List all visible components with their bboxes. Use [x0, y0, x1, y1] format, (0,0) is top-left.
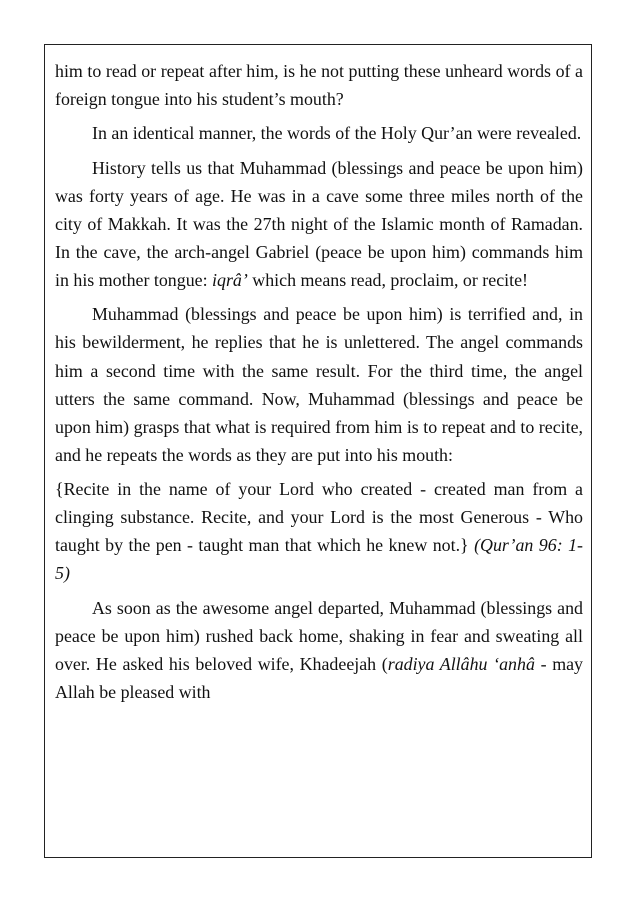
quran-verse-reference: (Qur’an 96: 1-5) — [55, 535, 583, 584]
paragraph-6-transliteration: radiya Allâhu ‘anhâ — [387, 653, 535, 674]
paragraph-6-text-before: As soon as the awesome angel departed, Muhammad (blessings and peace be upon him) rushed back home, shaking in fear and sweating all over. He asked his beloved wife, Khadeejah ( — [55, 597, 583, 674]
paragraph-6-text-after: - may Allah be pleased with — [55, 653, 583, 702]
page-border — [44, 44, 592, 858]
quran-verse-block — [55, 475, 583, 587]
paragraph-2-text: In an identical manner, the words of the Holy Qur’an were revealed. — [92, 123, 582, 144]
paragraph-3-text-before: History tells us that Muhammad (blessings and peace be upon him) was forty years of age. He was in a cave some three miles north of the city of Makkah. It was the 27th night of the Islamic month of Ramadan. In the cave, the arch-angel Gabriel (peace be upon him) commands him in his mother tongue: — [55, 157, 583, 291]
paragraph-6 — [55, 594, 583, 706]
paragraph-3-transliteration: iqrâ’ — [212, 270, 248, 291]
paragraph-1-text: him to read or repeat after him, is he not putting these unheard words of a foreign tongue into his student’s mouth? — [55, 61, 583, 110]
quran-verse-text: {Recite in the name of your Lord who created - created man from a clinging substance. Recite, and your Lord is the most Generous - Who taught by the pen - taught man that which he knew not.} — [55, 479, 583, 556]
paragraph-3 — [55, 154, 583, 294]
paragraph-4 — [55, 300, 583, 469]
paragraph-3-text-after: which means read, proclaim, or recite! — [247, 270, 528, 291]
paragraph-4-text: Muhammad (blessings and peace be upon him) is terrified and, in his bewilderment, he replies that he is unlettered. The angel commands him a second time with the same result. For the third time, the angel utters the same command. Now, Muhammad (blessings and peace be upon him) grasps that what is required from him is to repeat and to recite, and he repeats the words as they are put into his mouth: — [55, 304, 583, 465]
paragraph-1 — [55, 57, 583, 113]
paragraph-2 — [55, 119, 583, 147]
page-text — [55, 57, 583, 706]
